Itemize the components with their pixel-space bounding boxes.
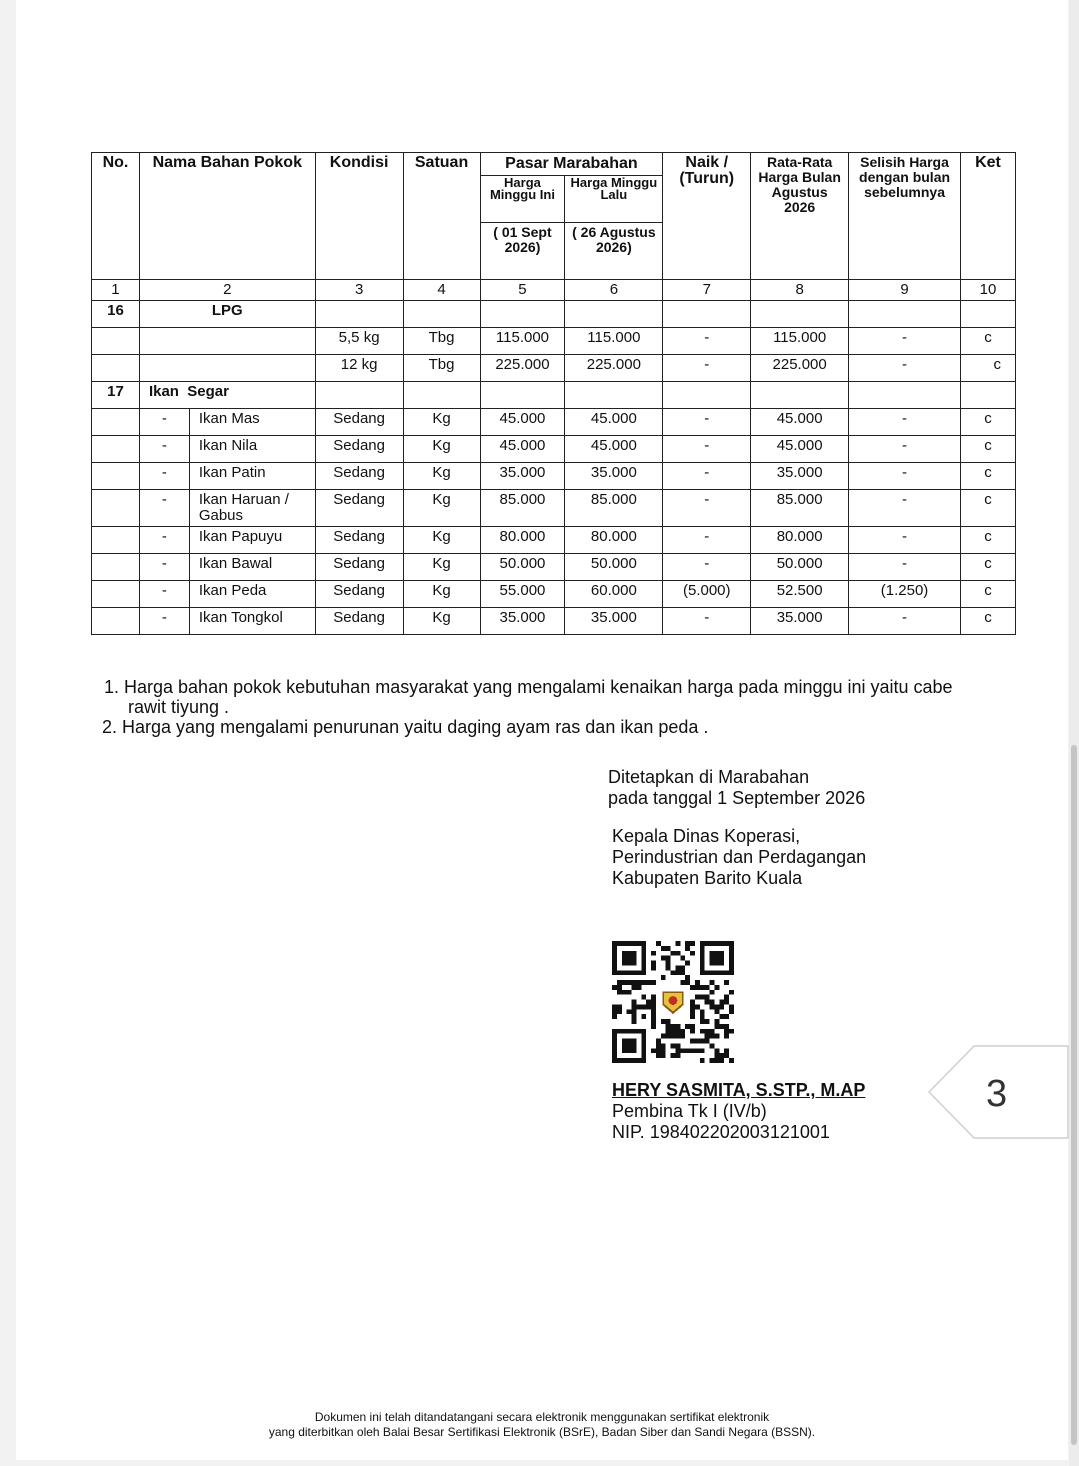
cell-ini: 55.000 bbox=[480, 581, 565, 608]
cell-rata: 45.000 bbox=[751, 409, 849, 436]
cell-ket: c bbox=[960, 490, 1015, 527]
table-row bbox=[92, 328, 1016, 355]
table-row bbox=[92, 301, 1016, 328]
cell-satuan: Kg bbox=[403, 527, 480, 554]
header-rata: Rata-Rata Harga Bulan Agustus 2026 bbox=[751, 153, 849, 280]
cell-ini: 225.000 bbox=[480, 355, 565, 382]
cell-satuan: Kg bbox=[403, 409, 480, 436]
cell-kondisi: Sedang bbox=[315, 409, 403, 436]
cell-naik: (5.000) bbox=[663, 581, 751, 608]
scrollbar-thumb[interactable] bbox=[1071, 745, 1077, 1445]
cell-ini: 35.000 bbox=[480, 608, 565, 635]
cell-nama: Ikan Nila bbox=[189, 436, 315, 463]
cell-satuan: Kg bbox=[403, 463, 480, 490]
footer-line: Dokumen ini telah ditandatangani secara elektronik menggunakan sertifikat elektronik bbox=[314, 1410, 770, 1424]
cell-dash: - bbox=[139, 463, 189, 490]
cell-rata: 50.000 bbox=[751, 554, 849, 581]
signer-name: HERY SASMITA, S.STP., M.AP bbox=[612, 1080, 866, 1100]
col-num: 9 bbox=[849, 280, 961, 301]
col-num: 2 bbox=[139, 280, 315, 301]
cell-dash: - bbox=[139, 527, 189, 554]
sign-place: Ditetapkan di Marabahan bbox=[608, 767, 810, 787]
cell-lalu: 45.000 bbox=[565, 436, 663, 463]
cell-lalu: 45.000 bbox=[565, 409, 663, 436]
col-num: 6 bbox=[565, 280, 663, 301]
table-row bbox=[92, 463, 1016, 490]
header-selisih: Selisih Harga dengan bulan sebelumnya bbox=[849, 153, 961, 280]
sign-office: Kepala Dinas Koperasi, bbox=[612, 826, 801, 846]
cell-ini: 35.000 bbox=[480, 463, 565, 490]
cell-dash: - bbox=[139, 490, 189, 527]
table-row bbox=[92, 355, 1016, 382]
scrollbar[interactable] bbox=[1069, 0, 1079, 1466]
signer bbox=[612, 1080, 865, 1143]
cell-naik: - bbox=[663, 463, 751, 490]
group-no: 16 bbox=[92, 301, 140, 328]
cell-ini: 85.000 bbox=[480, 490, 565, 527]
cell-kondisi: Sedang bbox=[315, 490, 403, 527]
cell-lalu: 85.000 bbox=[565, 490, 663, 527]
header-tanggal-ini: ( 01 Sept 2026) bbox=[480, 223, 565, 280]
note-item: 2. Harga yang mengalami penurunan yaitu daging ayam ras dan ikan peda . bbox=[102, 717, 709, 737]
col-num: 8 bbox=[751, 280, 849, 301]
cell-naik: - bbox=[663, 554, 751, 581]
cell-nama: Ikan Haruan / Gabus bbox=[189, 490, 315, 527]
header-satuan: Satuan bbox=[403, 153, 480, 280]
cell-selisih: - bbox=[849, 554, 961, 581]
cell-selisih: - bbox=[849, 436, 961, 463]
cell-selisih: - bbox=[849, 608, 961, 635]
cell-selisih: (1.250) bbox=[849, 581, 961, 608]
cell-nama: Ikan Bawal bbox=[189, 554, 315, 581]
cell-rata: 85.000 bbox=[751, 490, 849, 527]
cell-selisih: - bbox=[849, 355, 961, 382]
cell-naik: - bbox=[663, 355, 751, 382]
col-num: 10 bbox=[960, 280, 1015, 301]
cell-selisih: - bbox=[849, 409, 961, 436]
cell-ket: c bbox=[960, 527, 1015, 554]
signer-rank: Pembina Tk I (IV/b) bbox=[612, 1101, 767, 1121]
cell-naik: - bbox=[663, 527, 751, 554]
cell-nama: Ikan Mas bbox=[189, 409, 315, 436]
header-no: No. bbox=[92, 153, 140, 280]
cell-rata: 52.500 bbox=[751, 581, 849, 608]
sign-date: pada tanggal 1 September 2026 bbox=[608, 788, 866, 808]
cell-selisih: - bbox=[849, 527, 961, 554]
group-name: Ikan Segar bbox=[139, 382, 315, 409]
cell-nama: Ikan Papuyu bbox=[189, 527, 315, 554]
cell-satuan: Tbg bbox=[403, 355, 480, 382]
table-row bbox=[92, 490, 1016, 527]
signer-nip: NIP. 198402202003121001 bbox=[612, 1122, 830, 1142]
cell-dash: - bbox=[139, 608, 189, 635]
cell-rata: 115.000 bbox=[751, 328, 849, 355]
cell-satuan: Kg bbox=[403, 490, 480, 527]
emblem-icon bbox=[658, 987, 687, 1016]
table-row bbox=[92, 436, 1016, 463]
cell-naik: - bbox=[663, 436, 751, 463]
cell-rata: 80.000 bbox=[751, 527, 849, 554]
group-name: LPG bbox=[139, 301, 315, 328]
header-minggu-ini: Harga Minggu Ini bbox=[480, 176, 565, 223]
table-row bbox=[92, 409, 1016, 436]
table-row bbox=[92, 554, 1016, 581]
cell-lalu: 50.000 bbox=[565, 554, 663, 581]
cell-ket: c bbox=[960, 355, 1015, 382]
cell-ini: 115.000 bbox=[480, 328, 565, 355]
header-nama: Nama Bahan Pokok bbox=[139, 153, 315, 280]
column-number-row bbox=[92, 280, 1016, 301]
cell-lalu: 35.000 bbox=[565, 608, 663, 635]
page-number: 3 bbox=[986, 1073, 1008, 1115]
sign-office: Kabupaten Barito Kuala bbox=[612, 868, 803, 888]
cell-lalu: 80.000 bbox=[565, 527, 663, 554]
page-number-tag bbox=[928, 1045, 1069, 1139]
notes bbox=[104, 677, 964, 737]
header-tanggal-lalu: ( 26 Agustus 2026) bbox=[565, 223, 663, 280]
header-naik: Naik / (Turun) bbox=[663, 153, 751, 280]
note-item: 1. Harga bahan pokok kebutuhan masyarakat yang mengalami kenaikan harga pada minggu ini yaitu cabe rawit tiyung . bbox=[104, 677, 953, 717]
cell-rata: 45.000 bbox=[751, 436, 849, 463]
header-ket: Ket bbox=[960, 153, 1015, 280]
cell-selisih: - bbox=[849, 328, 961, 355]
cell-rata: 35.000 bbox=[751, 608, 849, 635]
cell-kondisi: 5,5 kg bbox=[315, 328, 403, 355]
cell-ini: 45.000 bbox=[480, 409, 565, 436]
cell-satuan: Tbg bbox=[403, 328, 480, 355]
cell-ket: c bbox=[960, 409, 1015, 436]
signature-block bbox=[608, 767, 928, 889]
qr-code-icon bbox=[612, 941, 734, 1063]
footer-line: yang diterbitkan oleh Balai Besar Sertifikasi Elektronik (BSrE), Badan Siber dan Sandi Negara (BSSN). bbox=[268, 1425, 816, 1439]
table-row bbox=[92, 527, 1016, 554]
cell-dash: - bbox=[139, 436, 189, 463]
ikan-rows bbox=[92, 409, 1016, 635]
col-num: 4 bbox=[403, 280, 480, 301]
cell-naik: - bbox=[663, 490, 751, 527]
cell-kondisi: 12 kg bbox=[315, 355, 403, 382]
cell-ket: c bbox=[960, 581, 1015, 608]
col-num: 7 bbox=[663, 280, 751, 301]
cell-satuan: Kg bbox=[403, 608, 480, 635]
cell-selisih: - bbox=[849, 490, 961, 527]
header-pasar: Pasar Marabahan bbox=[480, 153, 663, 176]
cell-naik: - bbox=[663, 608, 751, 635]
price-table bbox=[91, 152, 1016, 635]
table-row bbox=[92, 581, 1016, 608]
header-kondisi: Kondisi bbox=[315, 153, 403, 280]
cell-ini: 50.000 bbox=[480, 554, 565, 581]
cell-nama: Ikan Peda bbox=[189, 581, 315, 608]
cell-kondisi: Sedang bbox=[315, 527, 403, 554]
cell-kondisi: Sedang bbox=[315, 463, 403, 490]
cell-dash: - bbox=[139, 554, 189, 581]
header-minggu-lalu: Harga Minggu Lalu bbox=[565, 176, 663, 223]
cell-nama: Ikan Patin bbox=[189, 463, 315, 490]
cell-satuan: Kg bbox=[403, 581, 480, 608]
cell-lalu: 35.000 bbox=[565, 463, 663, 490]
cell-lalu: 115.000 bbox=[565, 328, 663, 355]
cell-kondisi: Sedang bbox=[315, 554, 403, 581]
cell-naik: - bbox=[663, 409, 751, 436]
cell-rata: 35.000 bbox=[751, 463, 849, 490]
cell-selisih: - bbox=[849, 463, 961, 490]
col-num: 5 bbox=[480, 280, 565, 301]
table-row bbox=[92, 608, 1016, 635]
cell-kondisi: Sedang bbox=[315, 608, 403, 635]
cell-lalu: 60.000 bbox=[565, 581, 663, 608]
cell-ket: c bbox=[960, 554, 1015, 581]
cell-dash: - bbox=[139, 409, 189, 436]
cell-lalu: 225.000 bbox=[565, 355, 663, 382]
cell-rata: 225.000 bbox=[751, 355, 849, 382]
cell-kondisi: Sedang bbox=[315, 581, 403, 608]
cell-nama: Ikan Tongkol bbox=[189, 608, 315, 635]
cell-ket: c bbox=[960, 328, 1015, 355]
cell-satuan: Kg bbox=[403, 436, 480, 463]
cell-ket: c bbox=[960, 436, 1015, 463]
cell-ket: c bbox=[960, 463, 1015, 490]
cell-dash: - bbox=[139, 581, 189, 608]
footer bbox=[16, 1410, 1068, 1440]
group-no: 17 bbox=[92, 382, 140, 409]
cell-kondisi: Sedang bbox=[315, 436, 403, 463]
cell-ket: c bbox=[960, 608, 1015, 635]
col-num: 3 bbox=[315, 280, 403, 301]
sign-office: Perindustrian dan Perdagangan bbox=[612, 847, 867, 867]
cell-ini: 80.000 bbox=[480, 527, 565, 554]
cell-ini: 45.000 bbox=[480, 436, 565, 463]
table-row bbox=[92, 382, 1016, 409]
cell-naik: - bbox=[663, 328, 751, 355]
col-num: 1 bbox=[92, 280, 140, 301]
cell-satuan: Kg bbox=[403, 554, 480, 581]
